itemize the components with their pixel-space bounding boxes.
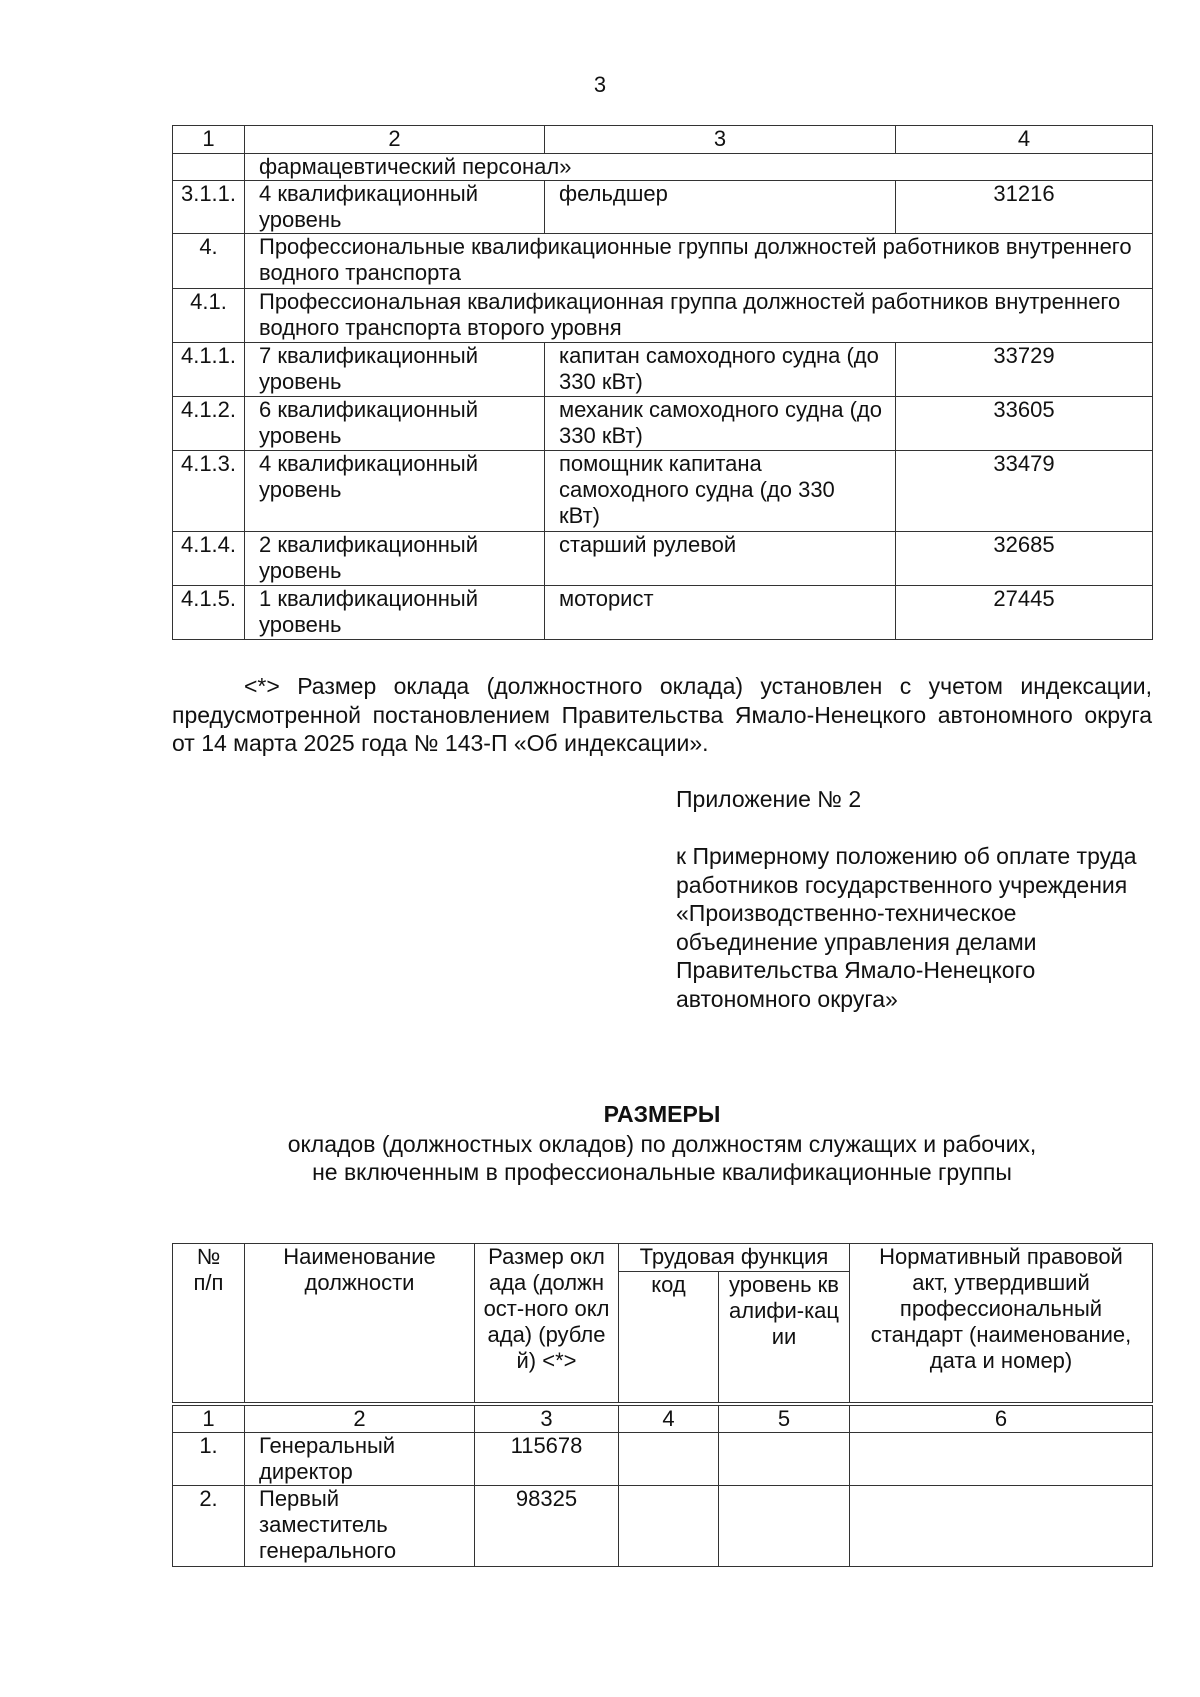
header-labor-function: Трудовая функция [619, 1244, 850, 1272]
row-number: 4.1.3. [173, 451, 245, 532]
cell: 1 [173, 126, 245, 154]
level-cell: 4 квалификационный уровень [245, 181, 545, 234]
table-row [173, 154, 1153, 181]
header-num: № п/п [173, 1244, 245, 1404]
row-number: 4. [173, 234, 245, 289]
heading-title: РАЗМЕРЫ [603, 1101, 721, 1127]
row-number: 4.1. [173, 289, 245, 343]
row-number: 1. [173, 1432, 245, 1485]
level-cell [719, 1485, 850, 1566]
header-salary: Размер оклада (должност-ного оклада) (рублей) <*> [475, 1244, 619, 1404]
position-cell: моторист [545, 586, 896, 640]
code-cell [619, 1432, 719, 1485]
level-cell [719, 1432, 850, 1485]
level-cell: 6 квалификационный уровень [245, 397, 545, 451]
table-row [173, 451, 1153, 532]
table-row [173, 343, 1153, 397]
group-row [173, 289, 1153, 343]
salary-cell: 31216 [896, 181, 1153, 234]
group-row [173, 234, 1153, 289]
salary-cell: 115678 [475, 1432, 619, 1485]
cell [173, 154, 245, 181]
cell: 5 [719, 1404, 850, 1433]
header-level: уровень квалифи-кации [719, 1272, 850, 1404]
footnote: <*> Размер оклада (должностного оклада) установлен с учетом индексации, предусмотренной постановлением Правительства Ямало-Ненецкого автономного округа от 14 марта 2025 года № 143-П «Об индексации». [172, 673, 1152, 756]
qualification-groups-table [172, 125, 1153, 640]
cell: 3 [545, 126, 896, 154]
column-numbers-row [173, 1404, 1153, 1433]
table-row [173, 397, 1153, 451]
position-cell: капитан самоходного судна (до 330 кВт) [545, 343, 896, 397]
page-number: 3 [593, 72, 607, 97]
act-cell [850, 1432, 1153, 1485]
name-cell: Первый заместитель генерального [245, 1485, 475, 1566]
table-row [173, 586, 1153, 640]
level-cell: 7 квалификационный уровень [245, 343, 545, 397]
row-number: 3.1.1. [173, 181, 245, 234]
cell: 4 [896, 126, 1153, 154]
heading-subtitle-1: окладов (должностных окладов) по должностям служащих и рабочих, [287, 1131, 1037, 1157]
salary-cell: 32685 [896, 532, 1153, 586]
table-row [173, 532, 1153, 586]
position-cell: механик самоходного судна (до 330 кВт) [545, 397, 896, 451]
heading-subtitle-2: не включенным в профессиональные квалификационные группы [312, 1159, 1012, 1185]
position-cell: помощник капитана самоходного судна (до 330 кВт) [545, 451, 896, 532]
cell: 2 [245, 1404, 475, 1433]
row-number: 4.1.4. [173, 532, 245, 586]
position-cell: фельдшер [545, 181, 896, 234]
row-number: 2. [173, 1485, 245, 1566]
cell: фармацевтический персонал» [245, 154, 1153, 181]
column-numbers-row [173, 126, 1153, 154]
appendix-text: к Примерному положению об оплате труда работников государственного учреждения «Производственно-техническое объединение управления делами Правительства Ямало-Ненецкого автономного округа» [676, 843, 1137, 1012]
cell: 4 [619, 1404, 719, 1433]
level-cell: 2 квалификационный уровень [245, 532, 545, 586]
row-number: 4.1.2. [173, 397, 245, 451]
cell: 2 [245, 126, 545, 154]
code-cell [619, 1485, 719, 1566]
salary-cell: 33479 [896, 451, 1153, 532]
table-row [173, 1432, 1153, 1485]
appendix-title: Приложение № 2 [676, 786, 862, 812]
salary-cell: 98325 [475, 1485, 619, 1566]
cell: 1 [173, 1404, 245, 1433]
salaries-table [172, 1243, 1153, 1567]
cell: 6 [850, 1404, 1153, 1433]
row-number: 4.1.5. [173, 586, 245, 640]
level-cell: 1 квалификационный уровень [245, 586, 545, 640]
salary-cell: 33605 [896, 397, 1153, 451]
cell: 3 [475, 1404, 619, 1433]
header-name: Наименование должности [245, 1244, 475, 1404]
row-number: 4.1.1. [173, 343, 245, 397]
name-cell: Генеральный директор [245, 1432, 475, 1485]
act-cell [850, 1485, 1153, 1566]
group-cell: Профессиональные квалификационные группы должностей работников внутреннего водного транспорта [245, 234, 1153, 289]
table-row [173, 181, 1153, 234]
position-cell: старший рулевой [545, 532, 896, 586]
salary-cell: 33729 [896, 343, 1153, 397]
header-code: код [619, 1272, 719, 1404]
group-cell: Профессиональная квалификационная группа должностей работников внутреннего водного транспорта второго уровня [245, 289, 1153, 343]
header-act: Нормативный правовой акт, утвердивший профессиональный стандарт (наименование, дата и номер) [850, 1244, 1153, 1404]
salary-cell: 27445 [896, 586, 1153, 640]
level-cell: 4 квалификационный уровень [245, 451, 545, 532]
table-row [173, 1485, 1153, 1566]
